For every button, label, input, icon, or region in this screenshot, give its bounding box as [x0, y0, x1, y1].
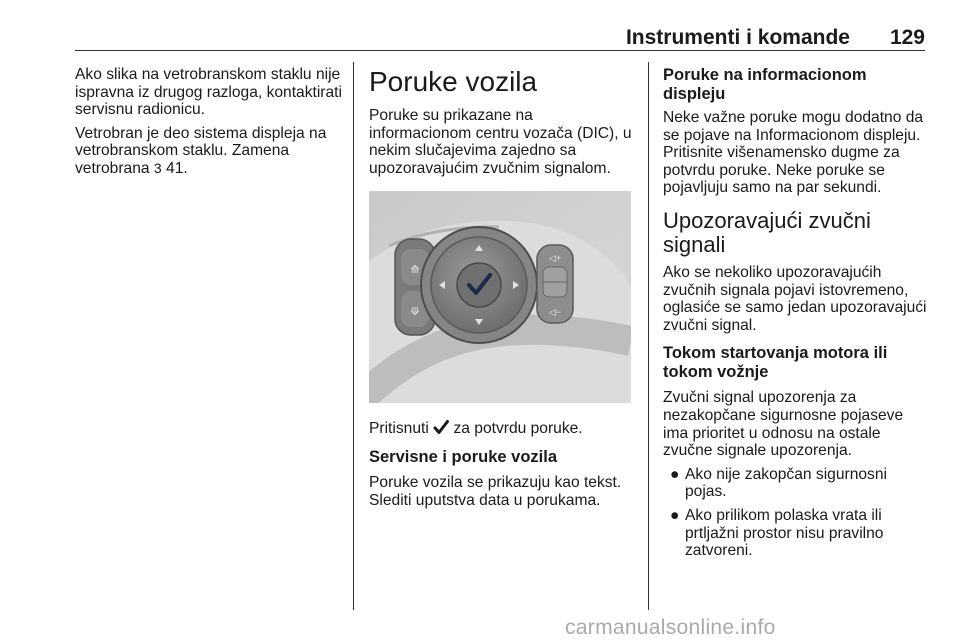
col3-paragraph-3: Zvučni signal upozorenja za nezakopčane sigurnosne pojaseve ima prioritet u odnosu na ostale zvučne signale upozorenja. — [663, 389, 904, 460]
checkmark-icon — [433, 419, 449, 435]
list-item-text: Ako prilikom polaska vrata ili prtljažni prostor nisu pravilno zatvoreni. — [685, 506, 884, 560]
bullet-icon: ● — [670, 465, 680, 483]
col1-paragraph-2 — [75, 125, 345, 178]
col1-paragraph-1: Ako slika na vetrobranskom staklu nije ispravna iz drugog razloga, kontaktirati servisnu radionicu. — [75, 66, 342, 119]
header-rule — [75, 50, 925, 51]
section-heading-warning-chimes: Upozoravajući zvučni signali — [663, 207, 871, 258]
column-divider-1 — [353, 62, 354, 610]
page-reference-number[interactable]: 41. — [166, 159, 188, 177]
col3-paragraph-1: Neke važne poruke mogu dodatno da se pojave na Informacionom displeju. Pritisnite višenamensko dugme za potvrdu poruke. Neke poruke se pojavljuju samo na par sekundi. — [663, 109, 924, 197]
subheading-info-display-messages: Poruke na informacionom displeju — [663, 66, 867, 103]
warning-bullet-list — [663, 466, 931, 560]
watermark: carmanualsonline.info — [565, 616, 776, 639]
svg-text:⟱: ⟱ — [410, 306, 420, 319]
col2-paragraph-2: Poruke vozila se prikazuju kao tekst. Slediti uputstva data u porukama. — [369, 474, 622, 510]
column-1 — [75, 66, 345, 184]
page-number: 129 — [889, 26, 925, 49]
steering-wheel-controls-photo — [369, 191, 631, 403]
col3-paragraph-2: Ako se nekoliko upozoravajućih zvučnih signala pojavi istovremeno, oglasiće se samo jedan upozoravajući zvučni signal. — [663, 263, 927, 334]
page-reference-icon[interactable]: 3 — [153, 159, 162, 176]
list-item — [663, 507, 931, 560]
page-header-title: Instrumenti i komande — [625, 26, 850, 49]
caption-text-after: za potvrdu poruke. — [453, 420, 583, 438]
column-3 — [663, 66, 931, 566]
column-2 — [369, 66, 637, 516]
subheading-engine-start-driving: Tokom startovanja motora ili tokom vožnje — [663, 344, 888, 381]
svg-text:◁−: ◁− — [548, 307, 562, 318]
svg-text:⟰: ⟰ — [410, 264, 420, 277]
col1-paragraph-2-text: Vetrobran je deo sistema displeja na vetrobranskom staklu. Zamena vetrobrana — [75, 124, 327, 177]
photo-caption — [369, 419, 637, 438]
section-heading-vehicle-messages: Poruke vozila — [369, 66, 538, 97]
list-item-text: Ako nije zakopčan sigurnosni pojas. — [685, 465, 887, 501]
caption-text-before: Pritisnuti — [369, 420, 429, 438]
svg-text:◁+: ◁+ — [548, 253, 562, 264]
col2-paragraph-1: Poruke su prikazane na informacionom centru vozača (DIC), u nekim slučajevima zajedno sa upozoravajućim zvučnim signalom. — [369, 107, 632, 177]
list-item — [663, 466, 931, 501]
column-divider-2 — [648, 62, 649, 610]
subheading-service-messages: Servisne i poruke vozila — [369, 447, 557, 466]
bullet-icon: ● — [670, 506, 680, 524]
